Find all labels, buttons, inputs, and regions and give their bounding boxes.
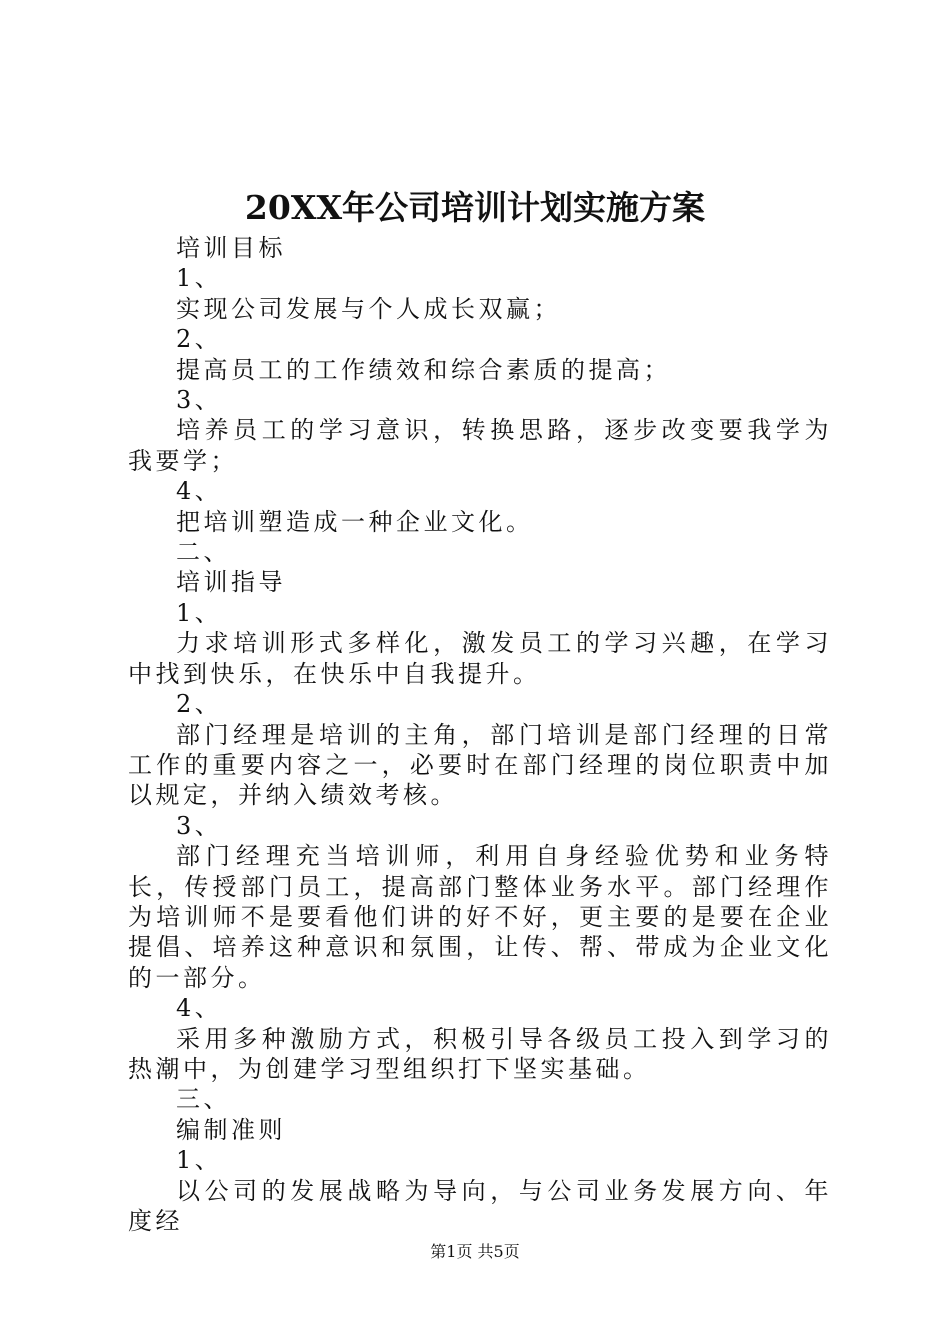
paragraph: 部门经理是培训的主角，部门培训是部门经理的日常工作的重要内容之一，必要时在部门经理的岗位职责中加以规定，并纳入绩效考核。: [128, 720, 832, 810]
paragraph: 力求培训形式多样化，激发员工的学习兴趣，在学习中找到快乐，在快乐中自我提升。: [128, 629, 832, 688]
paragraph: 培训目标: [176, 234, 286, 262]
paragraph: 3、: [176, 811, 223, 840]
paragraph: 2、: [176, 325, 223, 354]
paragraph: 采用多种激励方式，积极引导各级员工投入到学习的热潮中，为创建学习型组织打下坚实基础。: [128, 1024, 832, 1083]
paragraph: 提高员工的工作绩效和综合素质的提高；: [176, 355, 671, 384]
paragraph: 3、: [176, 386, 223, 415]
page-footer: 第1页 共5页: [430, 1242, 520, 1261]
document-body: [128, 233, 832, 1236]
paragraph: 以公司的发展战略为导向，与公司业务发展方向、年度经: [128, 1176, 832, 1235]
paragraph: 2、: [176, 690, 223, 719]
paragraph: 三、: [176, 1085, 231, 1114]
document-title: 20XX年公司培训计划实施方案: [244, 188, 706, 227]
paragraph: 4、: [176, 994, 223, 1023]
paragraph: 编制准则: [176, 1115, 286, 1144]
paragraph: 部门经理充当培训师，利用自身经验优势和业务特长，传授部门员工，提高部门整体业务水平。部门经理作为培训师不是要看他们讲的好不好，更主要的是要在企业提倡、培养这种意识和氛围，让传、帮、带成为企业文化的一部分。: [128, 842, 832, 992]
paragraph: 4、: [176, 477, 223, 506]
paragraph: 1、: [176, 264, 223, 293]
paragraph: 1、: [176, 598, 223, 627]
paragraph: 实现公司发展与个人成长双赢；: [176, 294, 561, 323]
paragraph: 二、: [176, 538, 231, 567]
paragraph: 把培训塑造成一种企业文化。: [176, 507, 534, 536]
paragraph: 培养员工的学习意识，转换思路，逐步改变要我学为我要学；: [128, 416, 832, 475]
paragraph: 1、: [176, 1146, 223, 1175]
paragraph: 培训指导: [176, 568, 286, 597]
